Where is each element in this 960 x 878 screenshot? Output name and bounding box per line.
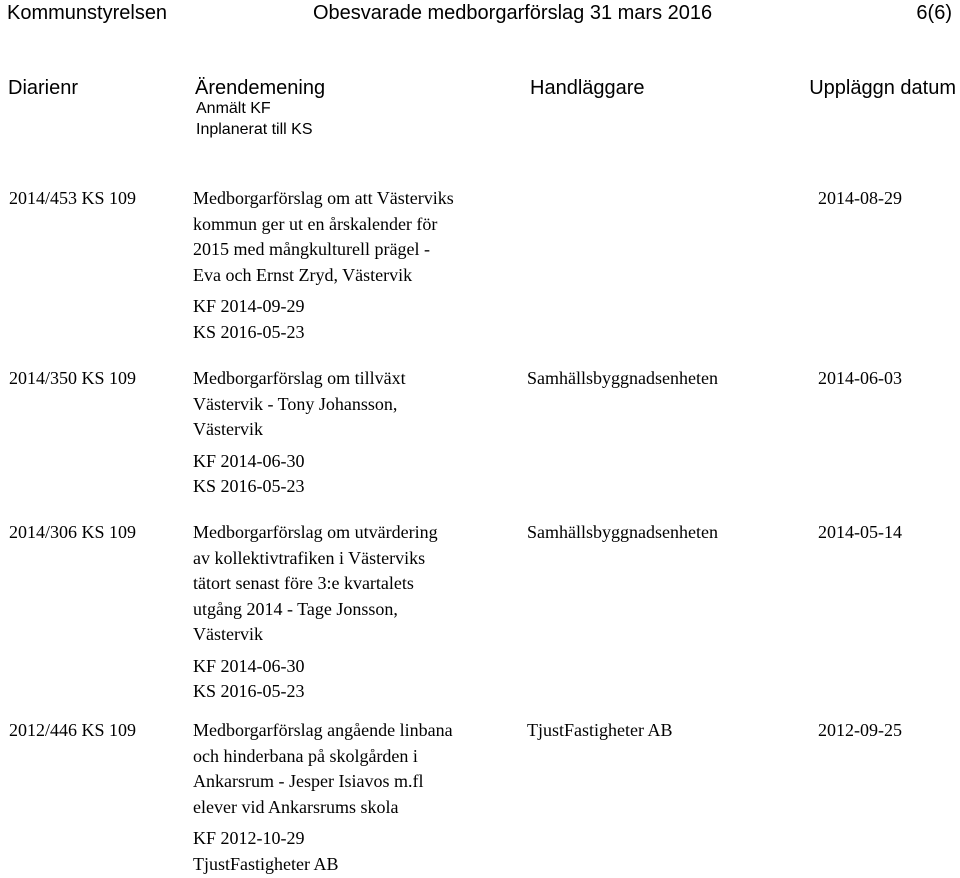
arendemening-line: Medborgarförslag om tillväxt <box>193 368 406 388</box>
upplaggn-datum-cell: 2014-08-29 <box>818 188 902 208</box>
arendemening-line: Västervik <box>193 624 263 644</box>
column-header-handlaggare: Handläggare <box>530 77 645 99</box>
upplaggn-datum-cell: 2014-06-03 <box>818 368 902 388</box>
column-header-inplanerat-ks: Inplanerat till KS <box>196 121 313 138</box>
organization-name: Kommunstyrelsen <box>7 2 168 24</box>
inplanerat-ks-date: KS 2016-05-23 <box>193 476 305 496</box>
diarienr-cell: 2014/306 KS 109 <box>9 522 137 542</box>
anmalt-kf-date: KF 2014-06-30 <box>193 450 305 471</box>
anmalt-kf-date: KF 2014-09-29 <box>193 296 305 316</box>
arendemening-line: Ankarsrum - Jesper Isiavos m.fl <box>193 771 424 791</box>
diarienr-cell: 2014/350 KS 109 <box>9 368 137 388</box>
arendemening-cell <box>193 366 523 500</box>
anmalt-kf-date: KF 2012-10-29 <box>193 828 305 848</box>
upplaggn-datum-cell: 2014-05-14 <box>818 522 902 542</box>
column-header-upplaggn-datum: Uppläggn datum <box>809 77 956 99</box>
arendemening-line: Medborgarförslag om utvärdering <box>193 522 438 542</box>
arendemening-line: av kollektivtrafiken i Västerviks <box>193 547 426 568</box>
arendemening-line: elever vid Ankarsrums skola <box>193 796 399 817</box>
inplanerat-ks-value: TjustFastigheter AB <box>193 853 339 874</box>
anmalt-kf-date: KF 2014-06-30 <box>193 655 305 676</box>
arendemening-line: 2015 med mångkulturell prägel - <box>193 239 430 259</box>
arendemening-line: Västervik <box>193 419 263 439</box>
column-header-anmalt-kf: Anmält KF <box>196 100 271 117</box>
handlaggare-cell: Samhällsbyggnadsenheten <box>527 368 718 388</box>
arendemening-line: Västervik - Tony Johansson, <box>193 393 398 414</box>
arendemening-line: utgång 2014 - Tage Jonsson, <box>193 598 398 619</box>
upplaggn-datum-cell: 2012-09-25 <box>818 720 902 740</box>
diarienr-cell: 2014/453 KS 109 <box>9 188 137 208</box>
column-header-diarienr: Diarienr <box>8 77 79 99</box>
arendemening-cell <box>193 520 523 705</box>
arendemening-cell <box>193 186 523 345</box>
page-number: 6(6) <box>916 2 952 24</box>
document-title: Obesvarade medborgarförslag 31 mars 2016 <box>313 2 713 24</box>
arendemening-cell <box>193 718 523 877</box>
handlaggare-cell: TjustFastigheter AB <box>527 720 673 740</box>
diarienr-cell: 2012/446 KS 109 <box>9 720 137 740</box>
arendemening-line: tätort senast före 3:e kvartalets <box>193 573 414 593</box>
inplanerat-ks-date: KS 2016-05-23 <box>193 681 305 701</box>
arendemening-line: kommun ger ut en årskalender för <box>193 213 438 234</box>
inplanerat-ks-date: KS 2016-05-23 <box>193 321 305 342</box>
handlaggare-cell: Samhällsbyggnadsenheten <box>527 522 718 542</box>
arendemening-line: Medborgarförslag angående linbana <box>193 720 453 740</box>
column-header-arendemening: Ärendemening <box>195 77 326 99</box>
arendemening-line: Eva och Ernst Zryd, Västervik <box>193 264 413 285</box>
arendemening-line: Medborgarförslag om att Västerviks <box>193 188 454 208</box>
arendemening-line: och hinderbana på skolgården i <box>193 745 418 766</box>
